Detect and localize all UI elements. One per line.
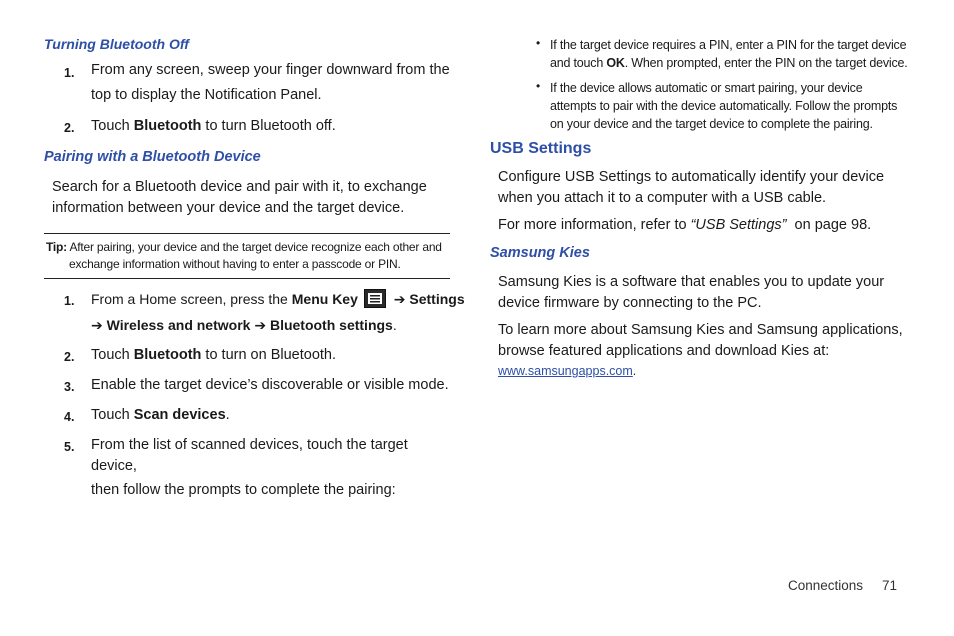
bold-term: Settings [409,291,465,307]
text-line: If the target device requires a PIN, enter a PIN for the target device [550,38,907,52]
text: Touch [91,347,134,363]
step-text [91,60,450,106]
step-line: From the list of scanned devices, touch the target device, [91,437,408,474]
cross-reference-link[interactable]: “USB Settings” [690,217,787,233]
text-line: attempts to pair with the device automatically. Follow the prompts [550,99,898,113]
step-text [91,405,230,426]
step-number: 2. [64,121,75,135]
text: Touch [91,118,134,134]
text: to turn Bluetooth off. [201,118,336,134]
tip-box [44,233,450,279]
text: on page 98. [786,217,872,233]
text-line: information between your device and the target device. [52,200,405,216]
text-line: when you attach it to a computer with a USB cable. [498,190,827,206]
step-number: 2. [64,350,75,364]
samsungapps-link[interactable]: www.samsungapps.com [498,364,633,378]
bold-term: Bluetooth [133,347,202,363]
footer-section-name: Connections [788,578,864,593]
step-number: 1. [64,294,75,308]
tip-text [46,239,442,273]
bullet-text [550,79,897,133]
step-number: 4. [64,410,75,424]
text: For more information, refer to [498,217,691,233]
text-line: browse featured applications and download Kies at: [498,343,830,359]
text: Touch [91,407,134,423]
text-line: Configure USB Settings to automatically identify your device [498,169,885,185]
bullet-marker: • [536,79,541,93]
step-line: then follow the prompts to complete the pairing: [91,482,396,498]
kies-more-paragraph [498,320,903,380]
usb-paragraph [498,167,884,209]
step-text [91,289,465,336]
step-text: Enable the target device’s discoverable or visible mode. [91,377,449,393]
text-line: on your device and the target device to complete the pairing. [550,117,873,131]
text: From a Home screen, press the [91,291,292,307]
intro-paragraph [52,177,427,219]
bullet-marker: • [536,36,541,50]
heading-turning-bluetooth-off: Turning Bluetooth Off [44,36,189,52]
usb-reference [498,215,871,236]
arrow: ➔ [91,317,107,333]
menu-key-icon [364,289,386,308]
text: . [632,364,637,378]
text: . [392,317,397,333]
bullet-text [550,36,908,72]
step-line: From any screen, sweep your finger downward from the [91,62,450,78]
text-line: To learn more about Samsung Kies and Samsung applications, [498,322,903,338]
heading-samsung-kies: Samsung Kies [490,245,590,261]
kies-paragraph [498,272,884,314]
text-line: Search for a Bluetooth device and pair with it, to exchange [52,179,427,195]
arrow: ➔ [389,291,410,307]
text: to turn on Bluetooth. [201,347,337,363]
bold-term: Scan devices [133,407,226,423]
text-line: Samsung Kies is a software that enables you to update your [498,274,885,290]
bold-term: OK [606,56,625,70]
text-line: device firmware by connecting to the PC. [498,295,762,311]
step-text [91,345,336,366]
step-text [91,116,336,137]
step-line: top to display the Notification Panel. [91,87,322,103]
step-text [91,435,450,501]
text: . [225,407,230,423]
bold-term: Bluetooth settings [269,317,393,333]
step-number: 1. [64,66,75,80]
arrow: ➔ [250,317,270,333]
text: After pairing, your device and the target device recognize each other and [66,240,442,254]
heading-pairing: Pairing with a Bluetooth Device [44,149,261,165]
bold-term: Bluetooth [133,118,202,134]
text-line: If the device allows automatic or smart pairing, your device [550,81,863,95]
heading-usb-settings: USB Settings [490,140,592,157]
step-number: 5. [64,440,75,454]
tip-label: Tip: [46,240,67,254]
bold-term: Wireless and network [106,317,251,333]
bold-term: Menu Key [291,291,358,307]
page-number: 71 [882,578,898,593]
text: and touch [550,56,607,70]
text-line: exchange information without having to enter a passcode or PIN. [69,257,401,271]
text: . When prompted, enter the PIN on the target device. [624,56,908,70]
step-number: 3. [64,380,75,394]
